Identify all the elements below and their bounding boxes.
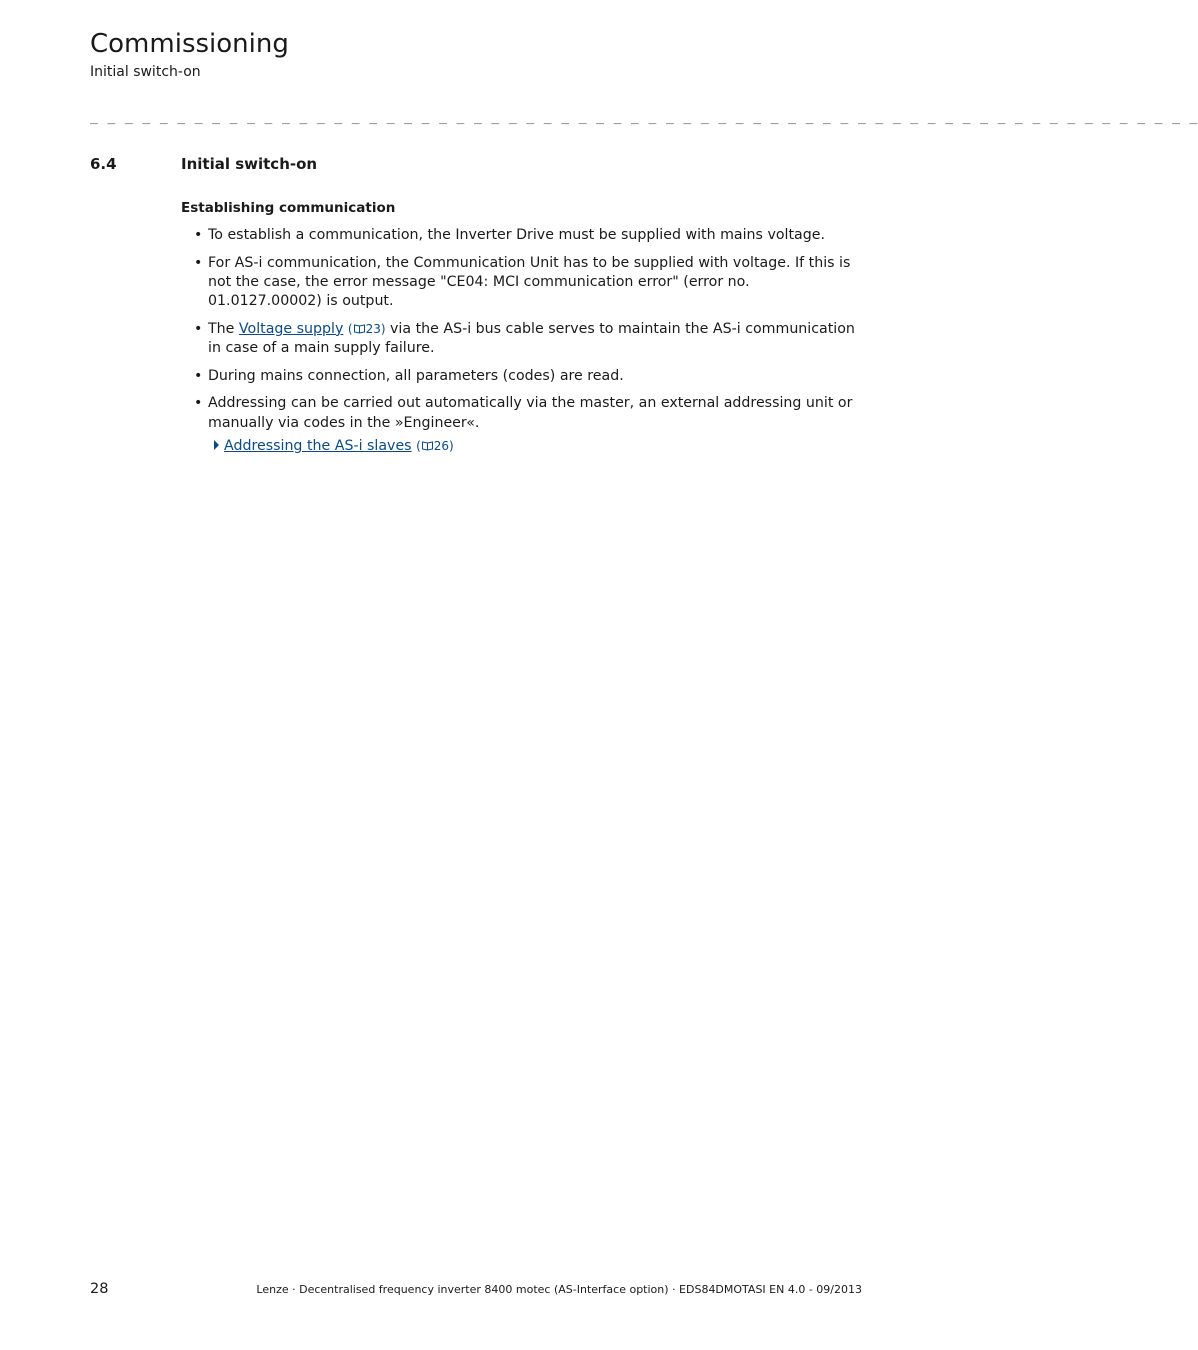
book-icon <box>422 441 433 450</box>
bullet-list <box>190 226 862 465</box>
bullet-dot: • <box>194 254 203 271</box>
list-item <box>190 320 862 358</box>
bullet-text: Addressing can be carried out automatically via the master, an external addressing unit or manually via codes in the »Engineer«. <box>208 395 853 431</box>
chapter-subtitle: Initial switch-on <box>90 64 201 80</box>
bullet-text: To establish a communication, the Inverter Drive must be supplied with mains voltage. <box>208 227 825 243</box>
voltage-supply-link[interactable]: Voltage supply <box>238 320 344 337</box>
footer-doc-info: Lenze · Decentralised frequency inverter 8400 motec (AS-Interface option) · EDS84DMOTASI EN 4.0 - 09/2013 <box>256 1283 862 1296</box>
bullet-text: For AS-i communication, the Communication Unit has to be supplied with voltage. If this is not the case, the error message "CE04: MCI communication error" (error no. 01.0127.00002) is output. <box>208 254 851 310</box>
addressing-slaves-link[interactable]: Addressing the AS-i slaves <box>224 437 412 454</box>
subheading: Establishing communication <box>181 200 396 216</box>
bullet-dot: • <box>194 227 203 243</box>
book-icon <box>354 324 365 333</box>
ref-open: ( <box>416 438 421 453</box>
list-item <box>190 367 862 386</box>
bullet-text-pre: The <box>208 320 239 337</box>
bullet-text-post: via the AS-i bus cable serves to maintain the AS-i communication in case of a main supply failure. <box>208 320 855 357</box>
triangle-right-icon <box>214 440 219 450</box>
section-number: 6.4 <box>90 155 117 173</box>
bullet-text: During mains connection, all parameters (codes) are read. <box>208 367 624 384</box>
ref-page: 26) <box>433 438 454 453</box>
list-item <box>190 226 862 245</box>
page-number: 28 <box>90 1281 109 1297</box>
cross-reference <box>208 437 862 456</box>
list-item <box>190 394 862 456</box>
chapter-title: Commissioning <box>90 29 289 59</box>
page-reference[interactable] <box>416 439 454 453</box>
ref-open: ( <box>347 321 353 336</box>
ref-page: 23) <box>365 321 386 336</box>
page-reference[interactable] <box>348 322 386 336</box>
header-dashed-rule: _ _ _ _ _ _ _ _ _ _ _ _ _ _ _ _ _ _ _ _ _ _ _ _ _ _ _ _ _ _ _ _ _ _ _ _ _ _ _ _ _ _ _ _ _ _ _ _ _ _ _ _ _ _ _ _ _ _ _ _ _ _ _ _ <box>90 110 1198 125</box>
bullet-dot: • <box>194 395 203 412</box>
bullet-dot: • <box>194 320 203 337</box>
bullet-dot: • <box>194 367 203 384</box>
list-item <box>190 254 862 312</box>
section-title: Initial switch-on <box>181 155 318 173</box>
